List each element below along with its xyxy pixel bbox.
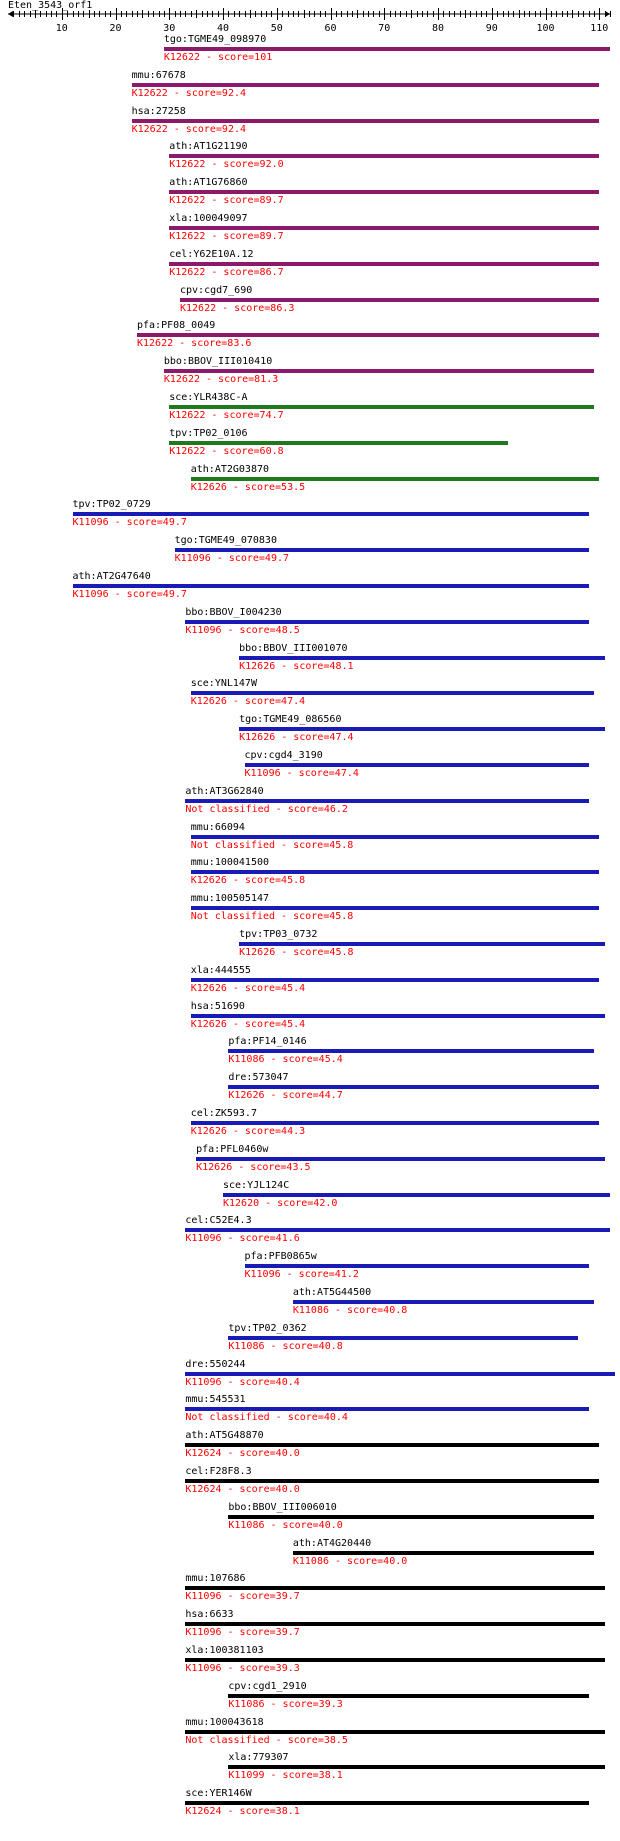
hit-name[interactable]: tgo:TGME49_086560 <box>239 714 342 726</box>
hit-name[interactable]: hsa:51690 <box>190 1000 245 1012</box>
hit-name[interactable]: hsa:6633 <box>185 1609 234 1621</box>
hit-score-label: K11099 - score=38.1 <box>228 1770 343 1782</box>
hit-score-label: K11086 - score=40.8 <box>228 1340 343 1352</box>
hit-name[interactable]: xla:100049097 <box>169 213 248 224</box>
hit-name[interactable]: dre:573047 <box>228 1072 289 1084</box>
hit-name[interactable]: cel:F28F8.3 <box>185 1466 252 1477</box>
hit-name[interactable]: sce:YLR438C-A <box>169 392 248 403</box>
hit-score-label: K12626 - score=45.4 <box>190 982 306 994</box>
ruler-tick-label: 30 <box>163 23 176 34</box>
hit-alignment-bar[interactable] <box>185 1658 604 1662</box>
hit-alignment-bar[interactable] <box>228 1694 588 1698</box>
hit-alignment-bar[interactable] <box>239 656 605 660</box>
hit-name[interactable]: tpv:TP02_0106 <box>169 427 248 439</box>
hit-score-label: K12622 - score=74.7 <box>169 410 284 421</box>
hit-alignment-bar[interactable] <box>228 1336 577 1340</box>
hit-name[interactable]: ath:AT5G48870 <box>185 1430 264 1442</box>
hit-score-label: K11086 - score=40.0 <box>292 1555 408 1567</box>
hit-alignment-bar[interactable] <box>245 1264 589 1268</box>
ruler-tick-label: 100 <box>536 23 555 34</box>
hit-name[interactable]: ath:AT4G20440 <box>292 1537 372 1549</box>
hit-name[interactable]: ath:AT2G47640 <box>72 571 151 582</box>
hit-name[interactable]: tpv:TP02_0729 <box>72 499 151 511</box>
hit-alignment-bar[interactable] <box>169 405 594 409</box>
hit-name[interactable]: cpv:cgd4_3190 <box>244 750 323 761</box>
hit-score-label: K12626 - score=47.4 <box>190 696 306 708</box>
ruler-tick-label: 20 <box>109 23 122 34</box>
hit-alignment-bar[interactable] <box>73 584 589 588</box>
hit-score-label: Not classified - score=46.2 <box>185 803 348 815</box>
hit-alignment-bar[interactable] <box>185 1372 615 1376</box>
ruler-tick-label: 60 <box>324 23 337 34</box>
hit-score-label: K11086 - score=40.8 <box>292 1305 408 1316</box>
hit-alignment-bar[interactable] <box>185 1730 604 1734</box>
hit-score-label: K12624 - score=40.0 <box>185 1484 300 1495</box>
hit-alignment-bar[interactable] <box>191 691 594 695</box>
hit-score-label: K12622 - score=92.0 <box>169 159 284 171</box>
hit-name[interactable]: tgo:TGME49_098970 <box>163 34 267 45</box>
hit-name[interactable]: bbo:BBOV_III001070 <box>239 642 348 654</box>
hit-score-label: K11096 - score=49.7 <box>174 553 290 565</box>
query-title: Eten_3543_orf1 <box>8 0 93 11</box>
hit-alignment-bar[interactable] <box>185 1801 588 1805</box>
hit-score-label: K12624 - score=38.1 <box>185 1806 300 1818</box>
hit-score-label: K12622 - score=86.7 <box>169 266 284 278</box>
hit-name[interactable]: sce:YNL147W <box>190 678 257 690</box>
hit-name[interactable]: pfa:PFB0865w <box>244 1251 317 1263</box>
hit-score-label: K12622 - score=81.3 <box>163 374 279 386</box>
hit-score-label: K11086 - score=39.3 <box>228 1698 343 1710</box>
hit-score-label: K12626 - score=45.8 <box>239 947 354 958</box>
hit-alignment-bar[interactable] <box>191 906 600 910</box>
hit-alignment-bar[interactable] <box>185 1443 599 1447</box>
hit-alignment-bar[interactable] <box>169 441 508 445</box>
hit-alignment-bar[interactable] <box>169 226 599 230</box>
hit-name[interactable]: tpv:TP02_0362 <box>228 1322 307 1334</box>
hit-score-label: K11096 - score=39.7 <box>185 1591 300 1603</box>
hit-name[interactable]: mmu:100505147 <box>190 893 270 905</box>
hit-alignment-bar[interactable] <box>169 262 599 266</box>
hit-name[interactable]: mmu:107686 <box>185 1573 246 1585</box>
hit-alignment-bar[interactable] <box>185 1622 604 1626</box>
hit-name[interactable]: cel:ZK593.7 <box>190 1108 257 1119</box>
hit-name[interactable]: sce:YJL124C <box>223 1179 290 1191</box>
hit-name[interactable]: tgo:TGME49_070830 <box>174 535 277 547</box>
hit-name[interactable]: ath:AT3G62840 <box>185 785 264 797</box>
hit-name[interactable]: bbo:BBOV_III006010 <box>228 1501 337 1513</box>
hit-alignment-bar[interactable] <box>169 154 599 158</box>
hit-alignment-bar[interactable] <box>228 1049 594 1053</box>
ruler-right-arrow-icon <box>605 11 610 17</box>
hit-score-label: Not classified - score=45.8 <box>190 839 354 851</box>
hit-name[interactable]: cpv:cgd7_690 <box>180 284 253 296</box>
hit-score-label: K12626 - score=44.3 <box>190 1126 306 1137</box>
ruler-tick-label: 40 <box>216 23 230 34</box>
position-ruler <box>0 0 620 34</box>
hit-alignment-bar[interactable] <box>185 1479 599 1483</box>
hit-alignment-bar[interactable] <box>185 1407 588 1411</box>
hit-score-label: Not classified - score=40.4 <box>185 1412 348 1424</box>
hit-name[interactable]: ath:AT1G76860 <box>169 177 248 189</box>
hit-score-label: K11086 - score=40.0 <box>228 1519 343 1531</box>
hit-name[interactable]: bbo:BBOV_I004230 <box>185 606 282 618</box>
hit-score-label: K12622 - score=89.7 <box>169 195 284 207</box>
hit-score-label: K12622 - score=92.4 <box>131 123 247 135</box>
hit-name[interactable]: pfa:PF08_0049 <box>137 320 216 332</box>
hit-name[interactable]: xla:100381103 <box>185 1645 264 1656</box>
hit-alignment-bar[interactable] <box>180 298 599 302</box>
hit-score-label: K11096 - score=40.4 <box>185 1376 300 1388</box>
hit-alignment-bar[interactable] <box>245 763 589 767</box>
hit-alignment-bar[interactable] <box>293 1551 594 1555</box>
hit-alignment-bar[interactable] <box>191 1121 600 1125</box>
hit-alignment-bar[interactable] <box>185 620 588 624</box>
hit-alignment-bar[interactable] <box>175 548 589 552</box>
hit-alignment-bar[interactable] <box>228 1085 599 1089</box>
hit-name[interactable]: xla:444555 <box>190 964 251 976</box>
hit-score-label: K12626 - score=45.8 <box>190 875 306 887</box>
hit-name[interactable]: pfa:PFL0460w <box>196 1143 269 1155</box>
hit-name[interactable]: cel:Y62E10A.12 <box>169 248 254 260</box>
hit-score-label: K12622 - score=89.7 <box>169 231 284 242</box>
hit-name[interactable]: dre:550244 <box>185 1358 246 1370</box>
ruler-tick-label: 70 <box>378 23 391 34</box>
hit-score-label: K11096 - score=41.6 <box>185 1233 300 1245</box>
hit-name[interactable]: cel:C52E4.3 <box>185 1215 252 1227</box>
hit-alignment-bar[interactable] <box>185 1586 604 1590</box>
hit-name[interactable]: sce:YER146W <box>185 1788 252 1800</box>
hit-alignment-bar[interactable] <box>164 369 594 373</box>
ruler-tick-label: 80 <box>431 23 445 34</box>
hit-alignment-bar[interactable] <box>164 47 610 51</box>
hit-name[interactable]: ath:AT1G21190 <box>169 141 248 153</box>
hit-alignment-bar[interactable] <box>228 1515 594 1519</box>
hit-score-label: K11096 - score=48.5 <box>185 624 300 636</box>
hit-name[interactable]: ath:AT2G03870 <box>190 463 270 475</box>
hit-score-label: K11086 - score=45.4 <box>228 1054 343 1066</box>
hit-alignment-bar[interactable] <box>137 333 599 337</box>
hit-name[interactable]: hsa:27258 <box>131 105 186 117</box>
hit-name[interactable]: mmu:67678 <box>131 69 186 81</box>
hit-score-label: K12622 - score=92.4 <box>131 87 247 99</box>
hit-name[interactable]: tpv:TP03_0732 <box>239 929 318 940</box>
hit-name[interactable]: pfa:PF14_0146 <box>228 1036 307 1048</box>
hit-score-label: K12624 - score=40.0 <box>185 1448 300 1460</box>
hit-alignment-bar[interactable] <box>132 119 600 123</box>
hit-name[interactable]: mmu:100043618 <box>185 1716 264 1728</box>
hit-score-label: Not classified - score=45.8 <box>190 911 354 923</box>
hit-score-label: K12626 - score=53.5 <box>190 481 306 493</box>
hit-alignment-bar[interactable] <box>73 512 589 516</box>
hit-alignment-bar[interactable] <box>191 1014 605 1018</box>
ruler-tick-label: 10 <box>55 23 68 34</box>
hit-name[interactable]: ath:AT5G44500 <box>292 1287 372 1298</box>
hit-score-label: K12622 - score=83.6 <box>137 338 252 350</box>
hit-alignment-bar[interactable] <box>169 190 599 194</box>
hit-alignment-bar[interactable] <box>196 1157 605 1161</box>
hit-alignment-bar[interactable] <box>191 477 600 481</box>
hit-score-label: K12622 - score=86.3 <box>180 302 295 314</box>
hit-alignment-bar[interactable] <box>132 83 600 87</box>
hit-score-label: K11096 - score=39.7 <box>185 1627 300 1639</box>
hit-name[interactable]: xla:779307 <box>228 1752 289 1764</box>
hit-name[interactable]: mmu:545531 <box>185 1394 246 1406</box>
hit-score-label: K12622 - score=101 <box>163 52 273 63</box>
hit-alignment-bar[interactable] <box>239 727 605 731</box>
hit-score-label: K11096 - score=41.2 <box>244 1269 359 1281</box>
hit-alignment-bar[interactable] <box>191 978 600 982</box>
hit-score-label: K11096 - score=49.7 <box>72 589 187 600</box>
hit-name[interactable]: cpv:cgd1_2910 <box>228 1680 307 1692</box>
hit-alignment-bar[interactable] <box>191 870 600 874</box>
hit-score-label: K12626 - score=48.1 <box>239 660 354 672</box>
hit-alignment-bar[interactable] <box>293 1300 594 1304</box>
hit-alignment-bar[interactable] <box>239 942 605 946</box>
hit-score-label: K12626 - score=44.7 <box>228 1090 343 1102</box>
hit-score-label: K11096 - score=49.7 <box>72 517 187 529</box>
hit-score-label: K12622 - score=60.8 <box>169 445 284 457</box>
hit-alignment-bar[interactable] <box>228 1765 604 1769</box>
hit-alignment-bar[interactable] <box>191 835 600 839</box>
hit-alignment-bar[interactable] <box>185 1228 610 1232</box>
hit-name[interactable]: bbo:BBOV_III010410 <box>163 356 273 368</box>
ruler-tick-label: 50 <box>270 23 283 34</box>
hit-score-label: K12626 - score=47.4 <box>239 732 354 744</box>
hit-alignment-bar[interactable] <box>223 1193 610 1197</box>
hit-name[interactable]: mmu:66094 <box>190 821 245 833</box>
hit-name[interactable]: mmu:100041500 <box>190 857 270 869</box>
hit-score-label: Not classified - score=38.5 <box>185 1734 348 1746</box>
hit-score-label: K11096 - score=39.3 <box>185 1663 300 1674</box>
ruler-left-arrow-icon <box>8 11 13 17</box>
hit-score-label: K11096 - score=47.4 <box>244 768 359 779</box>
hit-alignment-bar[interactable] <box>185 799 588 803</box>
ruler-tick-label: 90 <box>485 23 498 34</box>
hit-score-label: K12620 - score=42.0 <box>223 1197 338 1209</box>
ruler-tick-label: 110 <box>590 23 609 34</box>
hit-score-label: K12626 - score=43.5 <box>196 1161 311 1173</box>
hit-score-label: K12626 - score=45.4 <box>190 1018 306 1030</box>
